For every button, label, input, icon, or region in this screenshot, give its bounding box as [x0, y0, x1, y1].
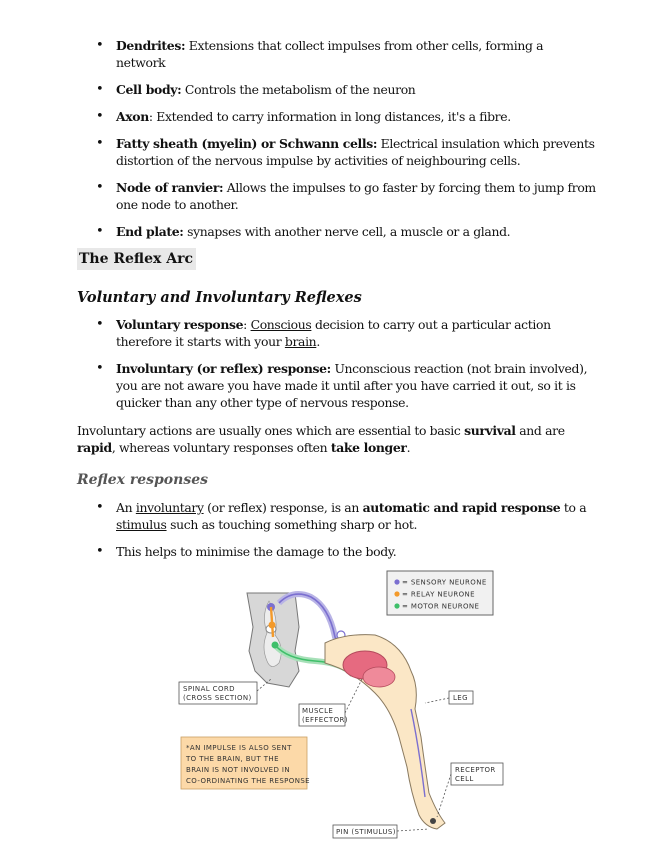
- svg-text:(EFFECTOR): (EFFECTOR): [302, 716, 348, 724]
- svg-text:PIN (STIMULUS): PIN (STIMULUS): [336, 828, 396, 836]
- list-item: • Cell body: Controls the metabolism of the neuron: [96, 81, 596, 98]
- svg-text:CELL: CELL: [455, 775, 474, 783]
- pin-label: [333, 825, 429, 838]
- leg-label: [425, 691, 473, 704]
- reflex-arc-heading: The Reflex Arc: [77, 248, 196, 270]
- response-types-list: [96, 316, 596, 421]
- muscle-label: [299, 677, 363, 726]
- reflex-arc-diagram: [175, 567, 510, 842]
- svg-text:(CROSS SECTION): (CROSS SECTION): [183, 694, 252, 702]
- motor-dot: [394, 603, 399, 608]
- list-item: • Involuntary (or reflex) response: Unconscious reaction (not brain involved), you are not aware you have made it until after you have carried it out, so it is quicker than any other type of nervous response.: [96, 360, 596, 411]
- sensory-dot: [394, 579, 399, 584]
- reflex-arc-illustration: [175, 567, 510, 842]
- svg-text:RECEPTOR: RECEPTOR: [455, 766, 496, 774]
- receptor-label: [437, 763, 503, 817]
- relay-cell-body: [269, 622, 276, 629]
- reflex-responses-list: [96, 499, 596, 570]
- svg-text:*AN IMPULSE IS ALSO SE: *AN IMPULSE IS ALSO SENT: [186, 744, 292, 752]
- involuntary-paragraph: Involuntary actions are usually ones which are essential to basic survival and are rapid, whereas voluntary responses often take longer.: [77, 423, 565, 455]
- list-item: • Voluntary response: Conscious decision to carry out a particular action therefore it starts with your brain.: [96, 316, 596, 350]
- list-item: • This helps to minimise the damage to the body.: [96, 543, 596, 560]
- svg-text:CO-ORDINATING THE RESPONSE: CO-ORDINATING THE RESPONSE: [186, 777, 310, 785]
- svg-text:LEG: LEG: [453, 694, 468, 702]
- svg-text:SPINAL CORD: SPINAL CORD: [183, 685, 235, 693]
- relay-dot: [394, 591, 399, 596]
- list-item: • Node of ranvier: Allows the impulses to go faster by forcing them to jump from one node to another.: [96, 179, 596, 213]
- legend-relay: = RELAY NEURONE: [402, 590, 475, 599]
- list-item: • Axon: Extended to carry information in long distances, it's a fibre.: [96, 108, 596, 125]
- svg-text:BRAIN IS NOT INVOLVED: BRAIN IS NOT INVOLVED IN: [186, 766, 291, 774]
- legend-sensory: = SENSORY NEURONE: [402, 578, 487, 587]
- legend: [387, 571, 493, 615]
- reflex-responses-heading: Reflex responses: [77, 472, 208, 488]
- neuron-parts-list: [96, 37, 596, 250]
- svg-text:MUSCLE: MUSCLE: [302, 707, 334, 715]
- leg-illustration: [325, 635, 445, 829]
- list-item: • Fatty sheath (myelin) or Schwann cells: Electrical insulation which prevents distortion of the nervous impulse by activities of neighbouring cells.: [96, 135, 596, 169]
- motor-cell-body: [272, 642, 279, 649]
- receptor-cell-dot: [430, 818, 436, 824]
- spinal-cord-label: [179, 679, 271, 704]
- brain-note: [181, 737, 310, 789]
- voluntary-heading: Voluntary and Involuntary Reflexes: [77, 289, 362, 306]
- svg-text:TO THE BRAIN, BUT THE: TO THE BRAIN, BUT THE: [186, 755, 279, 763]
- legend-motor: = MOTOR NEURONE: [402, 602, 480, 611]
- list-item: • End plate: synapses with another nerve cell, a muscle or a gland.: [96, 223, 596, 240]
- list-item: • Dendrites: Extensions that collect impulses from other cells, forming a network: [96, 37, 596, 71]
- list-item: • An involuntary (or reflex) response, is an automatic and rapid response to a stimulus such as touching something sharp or hot.: [96, 499, 596, 533]
